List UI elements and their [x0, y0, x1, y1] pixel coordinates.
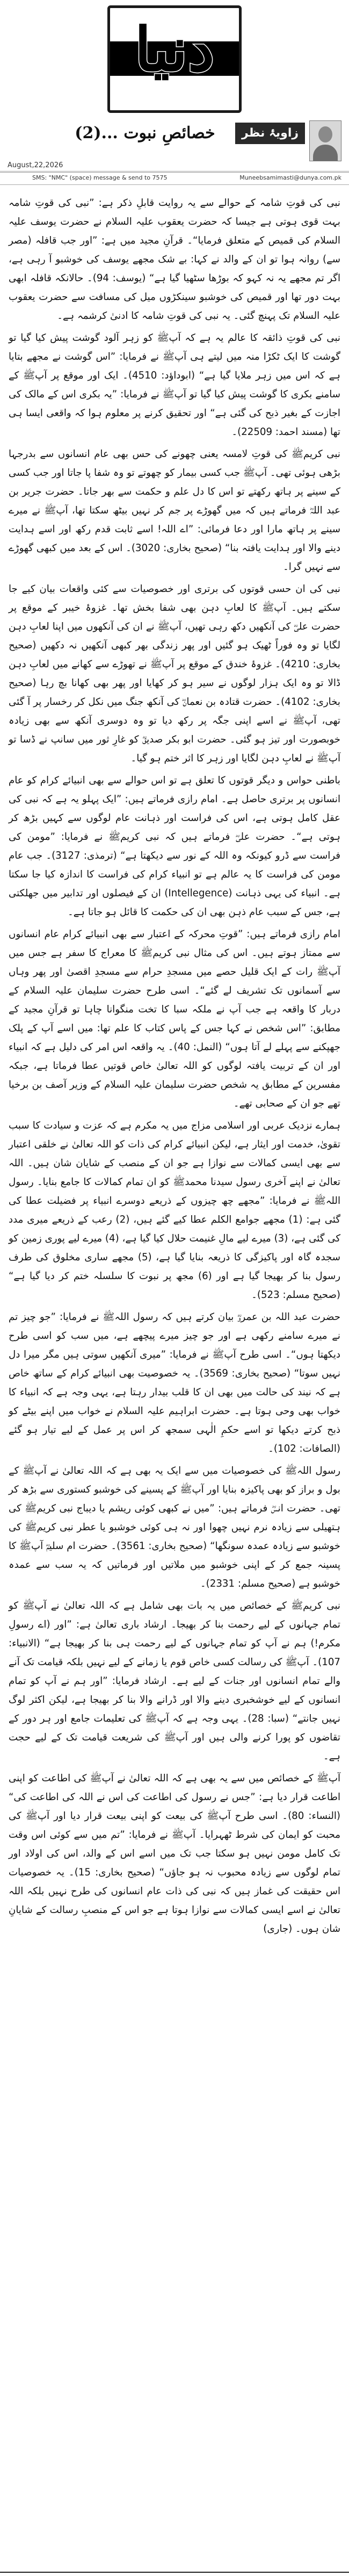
article-paragraph: نبی کریمﷺ کے خصائص میں یہ بات بھی شامل ہے کہ اللہ تعالیٰ نے آپﷺ کو تمام جہانوں کے لیے رحمت بنا کر بھیجا۔ ارشاد باری تعالیٰ ہے: ”اور (اے رسولِ مکرم!) ہم نے آپ کو تمام جہانوں کے لیے رحمت ہی بنا کر بھیجا ہے“ (الانبیاء: 107)۔ آپﷺ کی رسالت کسی خاص قوم یا زمانے کے لیے نہیں بلکہ قیامت تک آنے والے تمام انسانوں اور جنات کے لیے ہے۔ ارشاد فرمایا: ”اور ہم نے آپ کو تمام انسانوں کے لیے خوشخبری دینے والا اور ڈرانے والا بنا کر بھیجا ہے، لیکن اکثر لوگ نہیں جانتے“ (سبا: 28)۔ یہی وجہ ہے کہ آپﷺ کی تعلیمات جامع اور ہر دور کے تقاضوں کو پورا کرنے والی ہیں اور آپﷺ کی شریعت قیامت تک کے لیے حجت ہے۔ [9, 1600, 340, 1762]
article-title: خصائصِ نبوت ...(2) [75, 124, 215, 142]
article-paragraph: نبی کی قوتِ شامہ کے حوالے سے یہ روایت قابلِ ذکر ہے: ”نبی کی قوتِ شامہ بہت قوی ہوتی ہے جیسا کہ حضرت یعقوب علیہ السلام نے حضرت یوسف علیہ السلام کی قمیص کے متعلق فرمایا“۔ قرآنِ مجید میں ہے: ”اور جب قافلہ (مصر سے) روانہ ہوا تو ان کے والد نے کہا: بے شک مجھے یوسف کی خوشبو آ رہی ہے، اگر تم مجھے یہ نہ کہو کہ بوڑھا سٹھیا گیا ہے“ (یوسف: 94)۔ حالانکہ قافلہ ابھی بہت دور تھا اور قمیص کی خوشبو سینکڑوں میل کی مسافت سے حضرت یعقوب علیہ السلام تک پہنچ گئی۔ یہ نبی کی قوتِ شامہ کا ادنیٰ کرشمہ ہے۔ [9, 197, 341, 322]
article-paragraph: حضرت عبد اللہ بن عمروؓ بیان کرتے ہیں کہ رسول اللہﷺ نے فرمایا: ”جو چیز تم نے میرے سامنے رکھی ہے اور جو چیز میرے پیچھے ہے، میں سب کو اسی طرح دیکھتا ہوں“۔ اسی طرح آپﷺ نے فرمایا: ”میری آنکھیں سوتی ہیں مگر میرا دل نہیں سوتا“ (صحیح بخاری: 3569)۔ یہ خصوصیت بھی انبیائے کرام کے ساتھ خاص ہے کہ نیند کی حالت میں بھی ان کا قلب بیدار رہتا ہے، یہی وجہ ہے کہ انبیاء کا خواب بھی وحی ہوتا ہے۔ حضرت ابراہیم علیہ السلام نے خواب میں اپنے بیٹے کو ذبح کرتے دیکھا تو اسے حکمِ الٰہی سمجھ کر اس پر عمل کے لیے تیار ہو گئے (الصافات: 102)۔ [9, 1311, 341, 1454]
column-name-badge: زاویۂ نظر [235, 123, 305, 144]
article-paragraph: نبی کی ان حسی قوتوں کی برتری اور خصوصیات سے کئی واقعات بیان کیے جا سکتے ہیں۔ آپﷺ کا لعابِ دہن بھی شفا بخش تھا۔ غزوۂ خیبر کے موقع پر حضرت علیؓ کی آنکھیں دکھ رہی تھیں، آپﷺ نے ان کی آنکھوں میں اپنا لعابِ دہن لگایا تو وہ فوراً ٹھیک ہو گئیں اور پھر زندگی بھر کبھی آنکھیں نہ دکھیں (صحیح بخاری: 4210)۔ غزوۂ خندق کے موقع پر آپﷺ نے تھوڑے سے کھانے میں لعابِ دہن ڈالا تو وہ ایک ہزار لوگوں نے سیر ہو کر کھایا اور پھر بھی کھانا بچ رہا (صحیح بخاری: 4102)۔ حضرت قتادہ بن نعمانؓ کی آنکھ جنگ میں نکل کر رخسار پر آ گئی تھی، آپﷺ نے اسے اپنی جگہ پر رکھ دیا تو وہ دوسری آنکھ سے بھی زیادہ خوبصورت اور تیز ہو گئی۔ حضرت ابو بکر صدیقؓ کو غارِ ثور میں سانپ نے ڈسا تو آپﷺ نے لعابِ دہن لگایا اور زہر کا اثر ختم ہو گیا۔ [9, 583, 340, 764]
author-email-link[interactable]: Muneebsamimasti@dunya.com.pk [239, 174, 341, 181]
publish-date: August,22,2026 [8, 161, 63, 169]
logo-text: دنیا [134, 15, 215, 85]
sms-instructions: SMS: "NMC" (space) message & send to 7575 [32, 174, 168, 181]
bottom-rule [0, 2572, 349, 2573]
article-paragraph: نبی کی قوتِ ذائقہ کا عالم یہ ہے کہ آپﷺ کو زہر آلود گوشت پیش کیا گیا تو گوشت کا ایک ٹکڑا منہ میں لیتے ہی آپﷺ نے فرمایا: ”اس گوشت نے مجھے بتایا ہے کہ اس میں زہر ملایا گیا ہے“ (ابوداؤد: 4510)۔ ایک اور موقع پر آپﷺ کے سامنے بکری کا گوشت پیش کیا گیا تو آپﷺ نے فرمایا: ”یہ بکری اس کے مالک کی اجازت کے بغیر ذبح کی گئی ہے“ اور تحقیق کرنے پر معلوم ہوا کہ واقعی ایسا ہی تھا (مسند احمد: 22509)۔ [9, 332, 340, 438]
article-paragraph: آپﷺ کے خصائص میں سے یہ بھی ہے کہ اللہ تعالیٰ نے آپﷺ کی اطاعت کو اپنی اطاعت قرار دیا ہے: ”جس نے رسول کی اطاعت کی اس نے اللہ کی اطاعت کی“ (النساء: 80)۔ اسی طرح آپﷺ کی بیعت کو اپنی بیعت قرار دیا اور آپﷺ کی محبت کو ایمان کی شرط ٹھہرایا۔ آپﷺ نے فرمایا: ”تم میں سے کوئی اس وقت تک کامل مومن نہیں ہو سکتا جب تک میں اسے اس کے والد، اس کی اولاد اور تمام لوگوں سے زیادہ محبوب نہ ہو جاؤں“ (صحیح بخاری: 15)۔ یہ خصوصیات اس حقیقت کی غماز ہیں کہ نبی کی ذات عام انسانوں کی طرح نہیں بلکہ اللہ تعالیٰ نے اسے ایسی کمالات سے نوازا ہوتا ہے جو اس کے منصبِ رسالت کے شایانِ شان ہوں۔ (جاری) [9, 1773, 341, 1935]
article-paragraph: رسول اللہﷺ کی خصوصیات میں سے ایک یہ بھی ہے کہ اللہ تعالیٰ نے آپﷺ کے بول و براز کو بھی پاکیزہ بنایا اور آپﷺ کے پسینے کی خوشبو کستوری سے بڑھ کر تھی۔ حضرت انسؓ فرماتے ہیں: ”میں نے کبھی کوئی ریشم یا دیباج نبی کریمﷺ کی ہتھیلی سے زیادہ نرم نہیں چھوا اور نہ ہی کوئی خوشبو یا عطر نبی کریمﷺ کی خوشبو سے زیادہ عمدہ سونگھا“ (صحیح بخاری: 3561)۔ حضرت ام سلیمؓ آپﷺ کا پسینہ جمع کر کے اپنی خوشبو میں ملاتیں اور فرماتیں کہ یہ سب سے عمدہ خوشبو ہے (صحیح مسلم: 2331)۔ [9, 1465, 340, 1589]
article-paragraph: باطنی حواس و دیگر قوتوں کا تعلق ہے تو اس حوالے سے بھی انبیائے کرام کو عام انسانوں پر برتری حاصل ہے۔ امام رازی فرماتے ہیں: ”ایک پہلو یہ ہے کہ نبی کی عقل کامل ہوتی ہے، اس کی فراست اور ذہانت عام لوگوں سے کہیں بڑھ کر ہوتی ہے“۔ حضرت علیؓ فرماتے ہیں کہ نبی کریمﷺ نے فرمایا: ”مومن کی فراست سے ڈرو کیونکہ وہ اللہ کے نور سے دیکھتا ہے“ (ترمذی: 3127)۔ جب عام مومن کی فراست کا یہ عالم ہے تو انبیاء کرام کی فراست کا اندازہ کیا جا سکتا ہے۔ انبیاء کی یہی ذہانت (Intellegence) ان کے فیصلوں اور تدابیر میں جھلکتی ہے، جس کے سبب عام ذہن بھی ان کی حکمت کا قائل ہو جاتا ہے۔ [9, 775, 341, 918]
dunya-logo [107, 5, 242, 113]
contact-bar [0, 171, 349, 185]
photo-head-shape [318, 126, 332, 142]
article-paragraph: امام رازی فرماتے ہیں: ”قوتِ محرکہ کے اعتبار سے بھی انبیائے کرام عام انسانوں سے ممتاز ہوتے ہیں۔ اس کی مثال نبی کریمﷺ کا معراج کا سفر ہے جس میں آپﷺ رات کے ایک قلیل حصے میں مسجدِ حرام سے مسجدِ اقصیٰ اور پھر وہاں سے آسمانوں تک تشریف لے گئے“۔ اسی طرح حضرت سلیمان علیہ السلام کے دربار کا واقعہ ہے جب آپ نے ملکہ سبا کا تخت منگوانا چاہا تو قرآنِ مجید کے مطابق: ”اس شخص نے کہا جس کے پاس کتاب کا علم تھا: میں اسے آپ کے پلک جھپکنے سے پہلے لے آتا ہوں“ (النمل: 40)۔ یہ واقعہ اس امر کی دلیل ہے کہ انبیاء اور ان کے تربیت یافتہ لوگوں کو اللہ تعالیٰ خاص قوتیں عطا فرماتا ہے، جبکہ مفسرین کے مطابق یہ شخص حضرت سلیمان علیہ السلام کے وزیر آصف بن برخیا تھے جو ان کے صحابی تھے۔ [9, 929, 340, 1109]
article-paragraph: نبی کریمﷺ کی قوتِ لامسہ یعنی چھونے کی حس بھی عام انسانوں سے بدرجہا بڑھی ہوئی تھی۔ آپﷺ جب کسی بیمار کو چھوتے تو وہ شفا پا جاتا اور جب کسی کے سینے پر ہاتھ رکھتے تو اس کا دل علم و حکمت سے بھر جاتا۔ حضرت جریر بن عبد اللہؓ فرماتے ہیں کہ میں گھوڑے پر جم کر نہیں بیٹھ سکتا تھا، آپﷺ نے میرے سینے پر ہاتھ مارا اور دعا فرمائی: ”اے اللہ! اسے ثابت قدم رکھ اور اسے ہدایت دینے والا اور ہدایت یافتہ بنا“ (صحیح بخاری: 3020)۔ اس کے بعد میں کبھی گھوڑے سے نہیں گرا۔ [9, 448, 340, 573]
masthead [0, 0, 349, 173]
article-paragraph: ہمارے نزدیک عربی اور اسلامی مزاج میں یہ مکرم ہے کہ عزت و سیادت کا سبب تقویٰ، خدمت اور ایثار ہے، لیکن انبیائے کرام کی ذات کو اللہ تعالیٰ نے خلقی اعتبار سے بھی ایسی کمالات سے نوازا ہے جو ان کے منصب کے شایان شان ہیں۔ اللہ تعالیٰ نے اپنے آخری رسول سیدنا محمدﷺ کو ان تمام کمالات کا جامع بنایا۔ رسول اللہﷺ نے فرمایا: ”مجھے چھ چیزوں کے ذریعے دوسرے انبیاء پر فضیلت عطا کی گئی ہے: (1) مجھے جوامع الکلم عطا کیے گئے ہیں، (2) رعب کے ذریعے میری مدد کی گئی ہے، (3) میرے لیے مالِ غنیمت حلال کیا گیا ہے، (4) میرے لیے پوری زمین کو سجدہ گاہ اور پاکیزگی کا ذریعہ بنایا گیا ہے، (5) مجھے ساری مخلوق کی طرف رسول بنا کر بھیجا گیا ہے اور (6) مجھ پر نبوت کا سلسلہ ختم کر دیا گیا ہے“ (صحیح مسلم: 523)۔ [9, 1120, 341, 1301]
article-body [9, 194, 340, 1942]
columnist-photo [309, 120, 341, 161]
column-header-row [0, 120, 349, 163]
logo-frame [107, 5, 242, 113]
photo-shoulders-shape [313, 145, 338, 161]
